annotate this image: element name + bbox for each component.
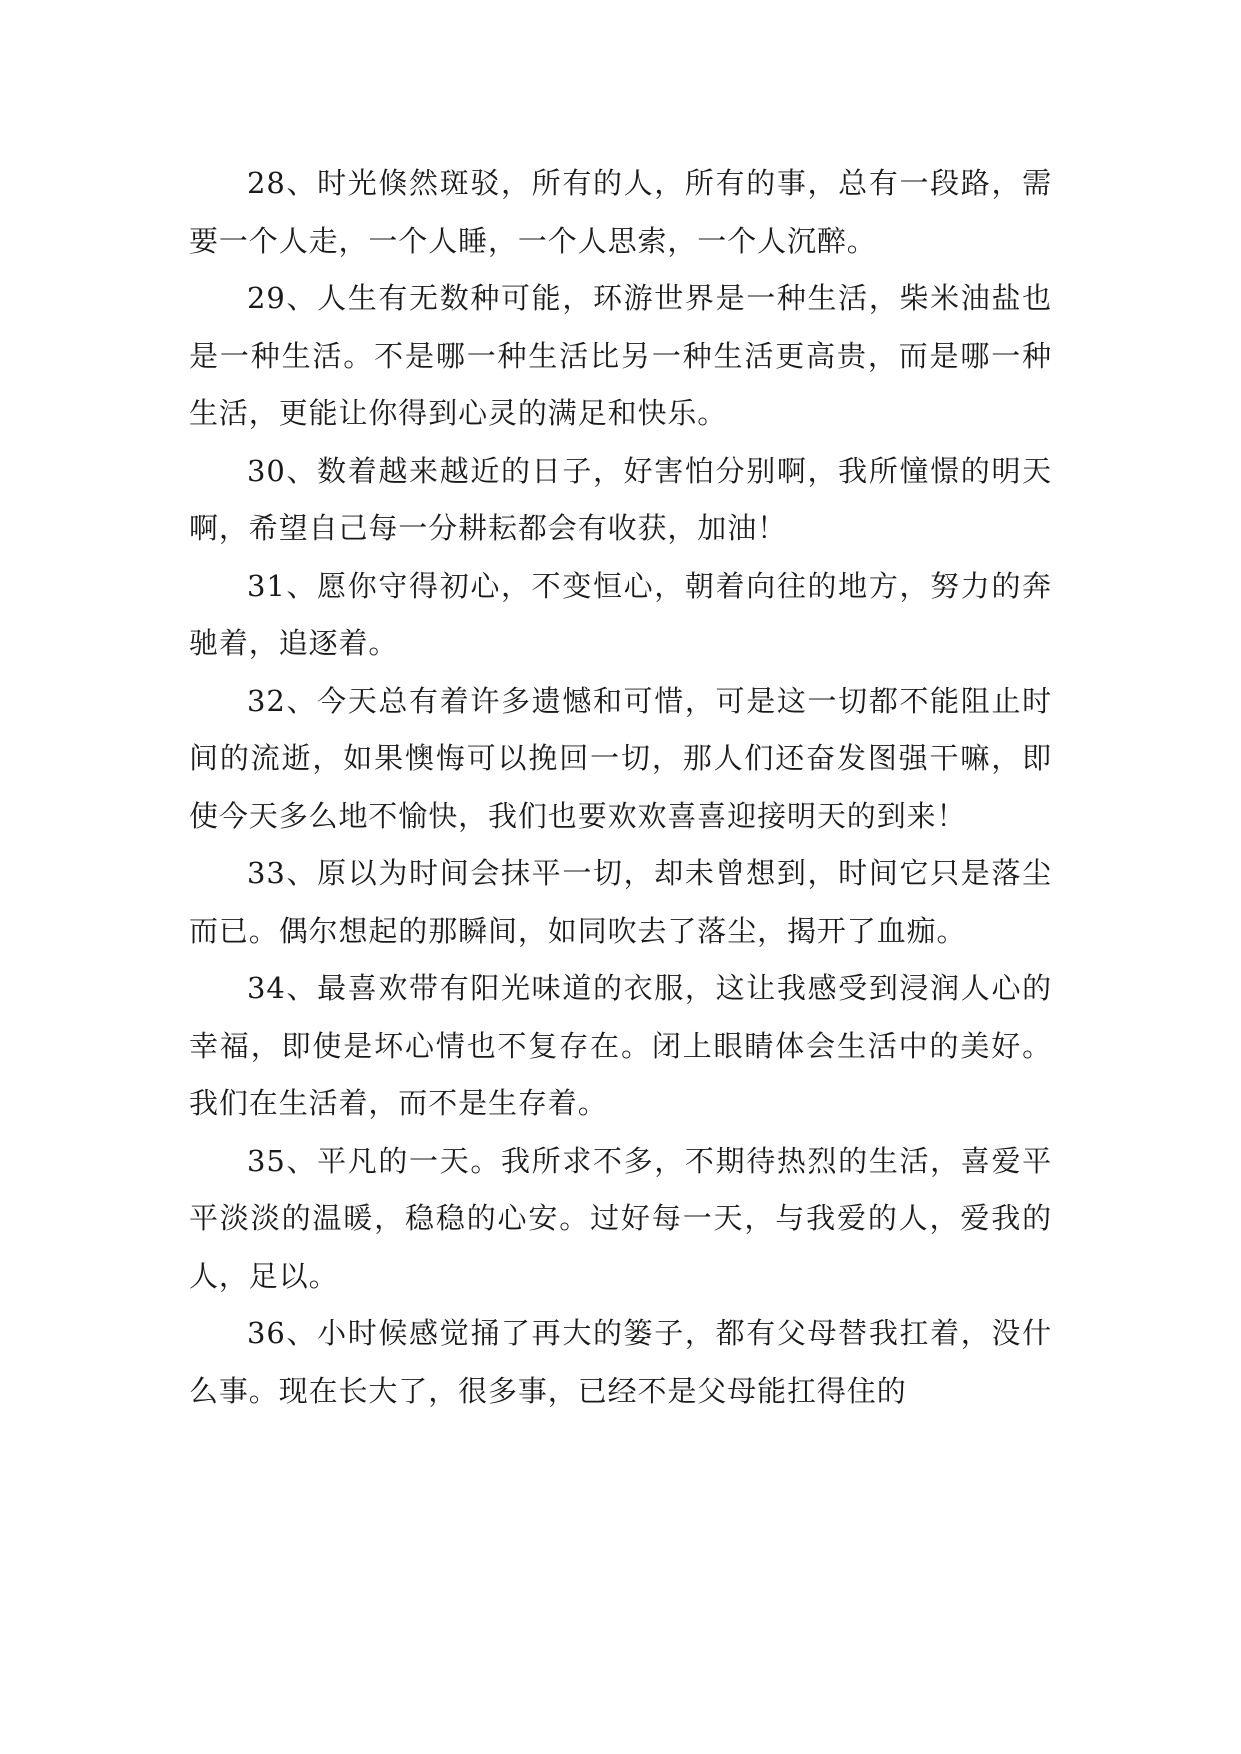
paragraph-32: 32、今天总有着许多遗憾和可惜，可是这一切都不能阻止时间的流逝，如果懊悔可以挽回一切，那人们还奋发图强干嘛，即使今天多么地不愉快，我们也要欢欢喜喜迎接明天的到来！: [189, 683, 1052, 833]
paragraph-30: 30、数着越来越近的日子，好害怕分别啊，我所憧憬的明天啊，希望自己每一分耕耘都会有收获，加油！: [189, 453, 1052, 545]
paragraph-36: 36、小时候感觉捅了再大的篓子，都有父母替我扛着，没什么事。现在长大了，很多事，已经不是父母能扛得住的: [189, 1316, 1052, 1408]
paragraph-29: 29、人生有无数种可能，环游世界是一种生活，柴米油盐也是一种生活。不是哪一种生活比另一种生活更高贵，而是哪一种生活，更能让你得到心灵的满足和快乐。: [189, 281, 1052, 430]
paragraph-34: 34、最喜欢带有阳光味道的衣服，这让我感受到浸润人心的幸福，即使是坏心情也不复存在。闭上眼睛体会生活中的美好。我们在生活着，而不是生存着。: [189, 971, 1052, 1120]
paragraph-31: 31、愿你守得初心，不变恒心，朝着向往的地方，努力的奔驰着，追逐着。: [189, 568, 1052, 660]
paragraph-35: 35、平凡的一天。我所求不多，不期待热烈的生活，喜爱平平淡淡的温暖，稳稳的心安。过好每一天，与我爱的人，爱我的人，足以。: [189, 1143, 1052, 1293]
paragraph-28: 28、时光倏然斑驳，所有的人，所有的事，总有一段路，需要一个人走，一个人睡，一个人思索，一个人沉醉。: [189, 166, 1052, 258]
document-body: [189, 155, 1052, 1420]
paragraph-33: 33、原以为时间会抹平一切，却未曾想到，时间它只是落尘而已。偶尔想起的那瞬间，如同吹去了落尘，揭开了血痂。: [189, 856, 1052, 948]
